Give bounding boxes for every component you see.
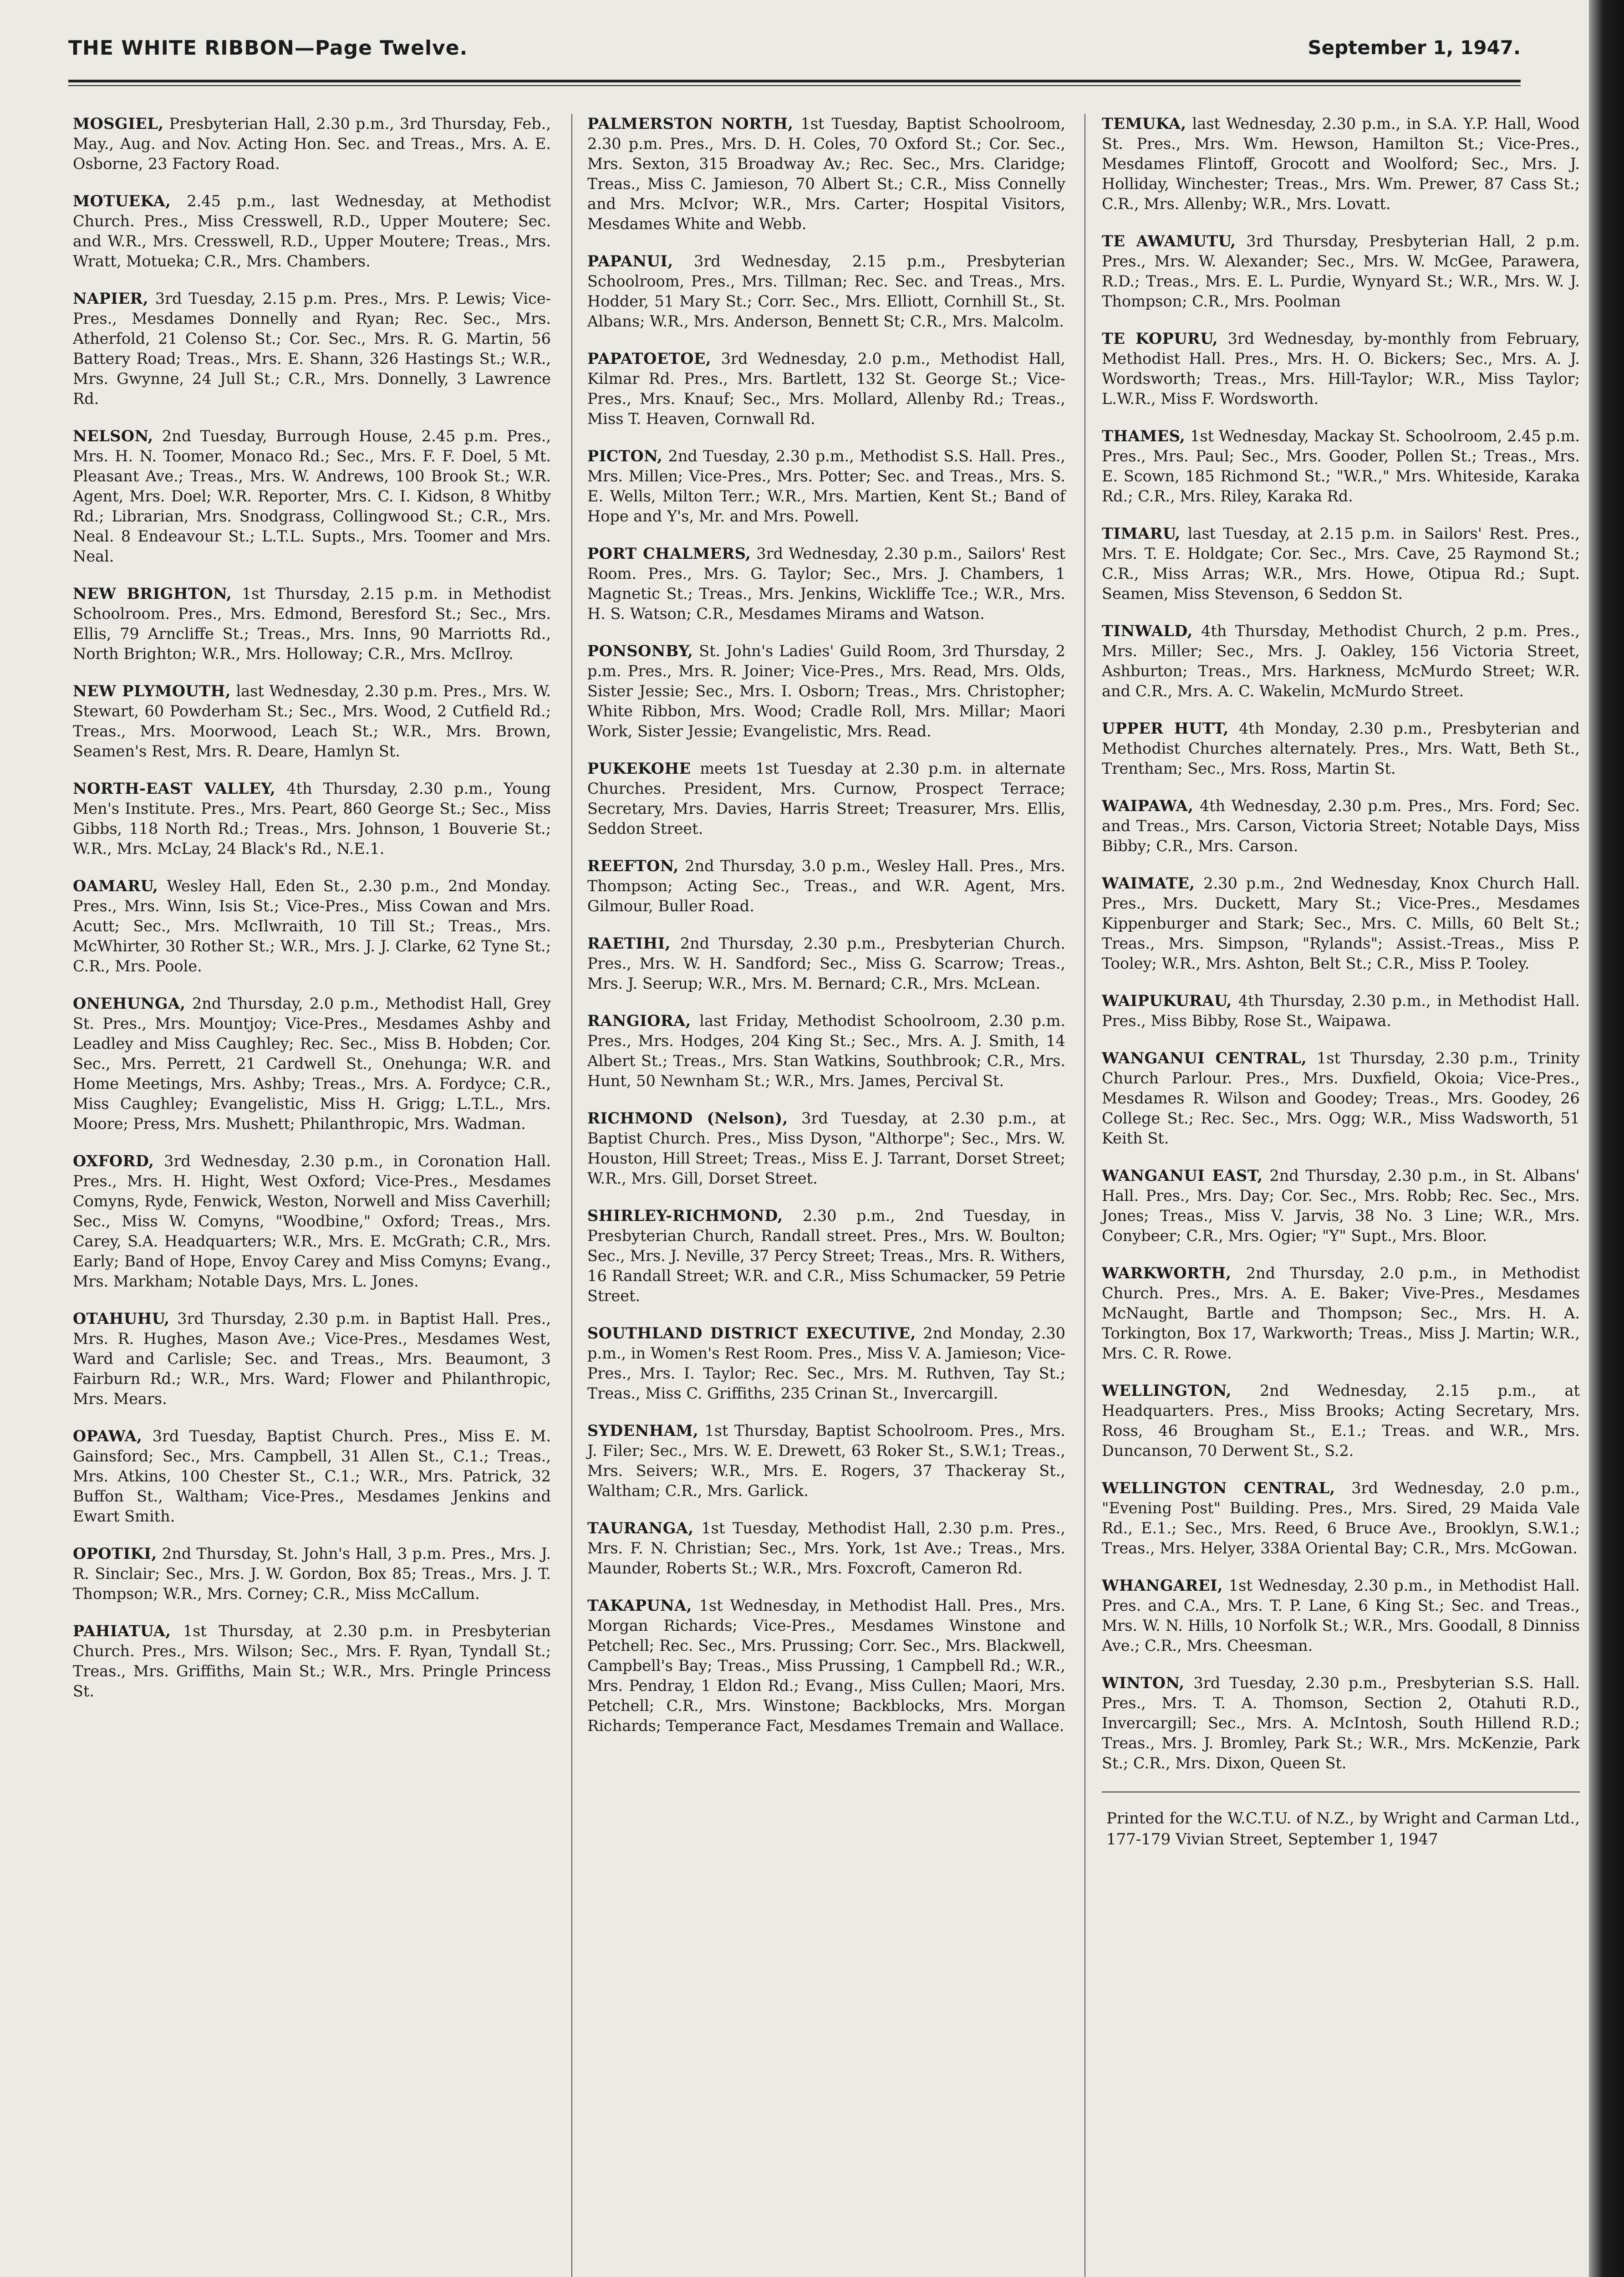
branch-entry [587, 1596, 1065, 1736]
branch-name: WANGANUI EAST, [1102, 1167, 1263, 1184]
branch-details: 4th Thursday, 2.30 p.m., in Methodist Hall. Pres., Miss Bibby, Rose St., Waipawa. [1102, 992, 1580, 1030]
branch-entry [73, 1151, 551, 1292]
branch-name: TINWALD, [1102, 622, 1193, 640]
branch-name: TEMUKA, [1102, 115, 1186, 133]
branch-entry [73, 1426, 551, 1527]
branch-name: WARKWORTH, [1102, 1264, 1232, 1282]
branch-details: 3rd Wednesday, 2.30 p.m., in Coronation Hall. Pres., Mrs. H. Hight, West Oxford; Vice-Pres., Mesdames Comyns, Ryde, Fenwick, Weston, Norwell and Miss Caverhill; Sec., Miss W. Comyns, "Woodbine," Oxford; Treas., Mrs. Carey, S.A. Headquarters; W.R., Mrs. E. McGrath; C.R., Mrs. Early; Band of Hope, Envoy Carey and Miss Comyns; Evang., Mrs. Markham; Notable Days, Mrs. L. Jones. [73, 1152, 551, 1290]
branch-details: 1st Tuesday, Baptist Schoolroom, 2.30 p.m. Pres., Mrs. D. H. Coles, 70 Oxford St.; Cor. Sec., Mrs. Sexton, 315 Broadway Av.; Rec. Sec., Mrs. Claridge; Treas., Miss C. Jamieson, 70 Albert St.; C.R., Miss Connelly and Mrs. McIvor; W.R., Mrs. Carter; Hospital Visitors, Mesdames White and Webb. [587, 115, 1065, 233]
branch-name: WAIPAWA, [1102, 797, 1194, 815]
branch-entry [1102, 621, 1580, 701]
branch-name: THAMES, [1102, 427, 1186, 445]
branch-entry [587, 251, 1065, 332]
branch-entry [73, 1544, 551, 1604]
branch-name: PONSONBY, [587, 642, 693, 660]
column-3 [1102, 114, 1580, 2277]
branch-details: 2nd Thursday, St. John's Hall, 3 p.m. Pres., Mrs. J. R. Sinclair; Sec., Mrs. J. W. Gordon, Box 85; Treas., Mrs. J. T. Thompson; W.R., Mrs. Corney; C.R., Miss McCallum. [73, 1545, 551, 1603]
branch-details: 2nd Thursday, 2.0 p.m., in Methodist Church. Pres., Mrs. A. E. Baker; Vive-Pres., Mesdames McNaught, Bartle and Thompson; Sec., Mrs. H. A. Torkington, Box 17, Warkworth; Treas., Miss J. Martin; W.R., Mrs. C. R. Rowe. [1102, 1264, 1580, 1362]
branch-entry [587, 759, 1065, 839]
branch-name: PALMERSTON NORTH, [587, 115, 794, 133]
branch-entry [1102, 1048, 1580, 1149]
branch-details: 4th Thursday, Methodist Church, 2 p.m. Pres., Mrs. Miller; Sec., Mrs. J. Oakley, 156 Victoria Street, Ashburton; Treas., Mrs. Harkness, McMurdo Street; W.R. and C.R., Mrs. A. C. Wakelin, McMurdo Street. [1102, 622, 1580, 700]
column-1 [73, 114, 551, 2277]
branch-name: SYDENHAM, [587, 1422, 699, 1440]
branch-name: NORTH-EAST VALLEY, [73, 780, 276, 797]
branch-name: MOSGIEL, [73, 115, 164, 133]
page-header [68, 36, 1521, 73]
branch-name: ONEHUNGA, [73, 995, 186, 1012]
branch-entry [1102, 1381, 1580, 1461]
branch-entry [1102, 1673, 1580, 1773]
printer-imprint: Printed for the W.C.T.U. of N.Z., by Wright and Carman Ltd., 177-179 Vivian Street, September 1, 1947 [1106, 1809, 1580, 1848]
branch-entry [73, 1309, 551, 1409]
branch-details: Wesley Hall, Eden St., 2.30 p.m., 2nd Monday. Pres., Mrs. Winn, Isis St.; Vice-Pres., Miss Cowan and Mrs. Acutt; Sec., Mrs. McIlwraith, 10 Till St.; Treas., Mrs. McWhirter, 30 Rother St.; W.R., Mrs. J. J. Clarke, 62 Tyne St.; C.R., Mrs. Poole. [73, 877, 551, 975]
branch-entry [587, 641, 1065, 741]
branch-details: 3rd Wednesday, 2.15 p.m., Presbyterian Schoolroom, Pres., Mrs. Tillman; Rec. Sec. and Treas., Mrs. Hodder, 51 Mary St.; Corr. Sec., Mrs. Elliott, Cornhill St., St. Albans; W.R., Mrs. Anderson, Bennett St; C.R., Mrs. Malcolm. [587, 252, 1065, 330]
branch-entry [587, 1011, 1065, 1091]
branch-name: RICHMOND (Nelson), [587, 1109, 788, 1127]
branch-entry [587, 1518, 1065, 1578]
branch-name: SHIRLEY-RICHMOND, [587, 1207, 783, 1225]
branch-details: 3rd Wednesday, 2.0 p.m., Methodist Hall, Kilmar Rd. Pres., Mrs. Bartlett, 132 St. George St.; Vice-Pres., Mrs. Knauf; Sec., Mrs. Mollard, Allenby Rd.; Treas., Miss T. Heaven, Cornwall Rd. [587, 350, 1065, 428]
branch-name: OTAHUHU, [73, 1310, 170, 1327]
column-2 [587, 114, 1065, 2277]
branch-details: 2nd Tuesday, Burrough House, 2.45 p.m. Pres., Mrs. H. N. Toomer, Monaco Rd.; Sec., Mrs. F. F. Doel, 5 Mt. Pleasant Ave.; Treas., Mrs. W. Andrews, 100 Brook St.; W.R. Agent, Mrs. Doel; W.R. Reporter, Mrs. C. I. Kidson, 8 Whitby Rd.; Librarian, Mrs. Snodgrass, Collingwood St.; C.R., Mrs. Neal. 8 Endeavour St.; L.T.L. Supts., Mrs. Toomer and Mrs. Neal. [73, 427, 551, 565]
branch-details: 1st Wednesday, 2.30 p.m., in Methodist Hall. Pres. and C.A., Mrs. T. P. Lane, 6 King St.; Sec. and Treas., Mrs. W. N. Hills, 10 Norfolk St.; W.R., Mrs. Goodall, 8 Dinniss Ave.; C.R., Mrs. Cheesman. [1102, 1577, 1580, 1654]
branch-entry [73, 1621, 551, 1701]
branch-details: 1st Thursday, 2.30 p.m., Trinity Church Parlour. Pres., Mrs. Duxfield, Okoia; Vice-Pres., Mesdames R. Wilson and Goodey; Treas., Mrs. Goodey, 26 College St.; Rec. Sec., Mrs. Ogg; W.R., Miss Wadsworth, 51 Keith St. [1102, 1049, 1580, 1147]
branch-details: St. John's Ladies' Guild Room, 3rd Thursday, 2 p.m. Pres., Mrs. R. Joiner; Vice-Pres., Mrs. Read, Mrs. Olds, Sister Jessie; Sec., Mrs. I. Osborn; Treas., Mrs. Christopher; White Ribbon, Mrs. Wood; Cradle Roll, Mrs. Millar; Maori Work, Sister Jessie; Evangelistic, Mrs. Read. [587, 642, 1065, 740]
branch-details: 2.30 p.m., 2nd Tuesday, in Presbyterian Church, Randall street. Pres., Mrs. W. Boulton; Sec., Mrs. J. Neville, 37 Percy Street; Treas., Mrs. R. Withers, 16 Randall Street; W.R. and C.R., Miss Schumacker, 59 Petrie Street. [587, 1207, 1065, 1305]
branch-name: TE KOPURU, [1102, 330, 1218, 347]
branch-details: 1st Tuesday, Methodist Hall, 2.30 p.m. Pres., Mrs. F. N. Christian; Sec., Mrs. York, 1st Ave.; Treas., Mrs. Maunder, Roberts St.; W.R., Mrs. Foxcroft, Cameron Rd. [587, 1519, 1065, 1577]
branch-entry [73, 994, 551, 1134]
branch-details: 3rd Wednesday, by-monthly from February, Methodist Hall. Pres., Mrs. H. O. Bickers; Sec., Mrs. A. J. Wordsworth; Treas., Mrs. Hill-Taylor; W.R., Miss Taylor; L.W.R., Miss F. Wordsworth. [1102, 330, 1580, 408]
branch-name: WANGANUI CENTRAL, [1102, 1049, 1307, 1067]
branch-details: 1st Wednesday, in Methodist Hall. Pres., Mrs. Morgan Richards; Vice-Pres., Mesdames Winstone and Petchell; Rec. Sec., Mrs. Prussing; Corr. Sec., Mrs. Blackwell, Campbell's Bay; Treas., Miss Prussing, 1 Campbell Rd.; W.R., Mrs. Pendray, 1 Eldon Rd.; Evang., Miss Cullen; Maori, Mrs. Petchell; C.R., Mrs. Winstone; Backblocks, Mrs. Morgan Richards; Temperance Fact, Mesdames Tremain and Wallace. [587, 1597, 1066, 1735]
branch-details: 2nd Thursday, 2.30 p.m., Presbyterian Church. Pres., Mrs. W. H. Sandford; Sec., Miss G. Scarrow; Treas., Mrs. J. Seerup; W.R., Mrs. M. Bernard; C.R., Mrs. McLean. [587, 934, 1065, 992]
branch-name: OPOTIKI, [73, 1545, 157, 1562]
branch-details: 3rd Tuesday, 2.30 p.m., Presbyterian S.S. Hall. Pres., Mrs. T. A. Thomson, Section 2, Otahuti R.D., Invercargill; Sec., Mrs. A. McIntosh, South Hillend R.D.; Treas., Mrs. J. Bromley, Park St.; W.R., Mrs. McKenzie, Park St.; C.R., Mrs. Dixon, Queen St. [1102, 1674, 1580, 1772]
branch-entry [1102, 329, 1580, 409]
branch-entry [1102, 873, 1580, 974]
branch-details: 3rd Thursday, Presbyterian Hall, 2 p.m. Pres., Mrs. W. Alexander; Sec., Mrs. W. McGee, Parawera, R.D.; Treas., Mrs. E. L. Purdie, Wynyard St.; W.R., Mrs. W. J. Thompson; C.R., Mrs. Poolman [1102, 232, 1580, 310]
branch-entry [1102, 1263, 1580, 1363]
branch-entry [1102, 719, 1580, 779]
column-divider [1084, 114, 1085, 2277]
branch-entry [587, 856, 1065, 916]
branch-name: PAPATOETOE, [587, 350, 712, 368]
branch-name: UPPER HUTT, [1102, 720, 1229, 737]
branch-details: 2nd Wednesday, 2.15 p.m., at Headquarters. Pres., Miss Brooks; Acting Secretary, Mrs. Ross, 46 Brougham St., E.1.; Treas. and W.R., Mrs. Duncanson, 70 Derwent St., S.2. [1102, 1382, 1580, 1460]
branch-name: PAPANUI, [587, 252, 673, 270]
branch-details: meets 1st Tuesday at 2.30 p.m. in alternate Churches. President, Mrs. Curnow, Prospect Terrace; Secretary, Mrs. Davies, Harris Street; Treasurer, Mrs. Ellis, Seddon Street. [587, 760, 1065, 837]
branch-name: OAMARU, [73, 877, 158, 895]
branch-entry [73, 426, 551, 567]
branch-entry [587, 1206, 1065, 1306]
branch-details: Presbyterian Hall, 2.30 p.m., 3rd Thursday, Feb., May., Aug. and Nov. Acting Hon. Sec. and Treas., Mrs. A. E. Osborne, 23 Factory Road. [73, 115, 551, 173]
branch-details: last Wednesday, 2.30 p.m., in S.A. Y.P. Hall, Wood St. Pres., Mrs. Wm. Hewson, Hamilton St.; Vice-Pres., Mesdames Flintoff, Grocott and Woolford; Sec., Mrs. J. Holliday, Winchester; Treas., Mrs. Wm. Prewer, 87 Cass St.; C.R., Mrs. Allenby; W.R., Mrs. Lovatt. [1102, 115, 1580, 213]
branch-name: WAIMATE, [1102, 874, 1195, 892]
branch-details: last Wednesday, 2.30 p.m. Pres., Mrs. W. Stewart, 60 Powderham St.; Sec., Mrs. Wood, 2 Cutfield Rd.; Treas., Mrs. Moorwood, Leach St.; W.R., Mrs. Brown, Seamen's Rest, Mrs. R. Deare, Hamlyn St. [73, 682, 551, 760]
branch-details: 4th Monday, 2.30 p.m., Presbyterian and Methodist Churches alternately. Pres., Mrs. Watt, Beth St., Trentham; Sec., Mrs. Ross, Martin St. [1102, 720, 1580, 777]
branch-name: TAURANGA, [587, 1519, 694, 1537]
branch-details: 2.45 p.m., last Wednesday, at Methodist Church. Pres., Miss Cresswell, R.D., Upper Moutere; Sec. and W.R., Mrs. Cresswell, R.D., Upper Moutere; Treas., Mrs. Wratt, Motueka; C.R., Mrs. Chambers. [73, 192, 551, 270]
branch-name: TE AWAMUTU, [1102, 232, 1236, 250]
branch-name: NEW BRIGHTON, [73, 585, 232, 602]
branch-details: 1st Thursday, 2.15 p.m. in Methodist Schoolroom. Pres., Mrs. Edmond, Beresford St.; Sec., Mrs. Ellis, 79 Arncliffe St.; Treas., Mrs. Inns, 90 Marriotts Rd., North Brighton; W.R., Mrs. Holloway; C.R., Mrs. McIlroy. [73, 585, 551, 663]
branch-entry [73, 681, 551, 761]
branch-entry [1102, 524, 1580, 604]
branch-name: RANGIORA, [587, 1012, 691, 1030]
branch-details: 1st Thursday, at 2.30 p.m. in Presbyterian Church. Pres., Mrs. Wilson; Sec., Mrs. F. Ryan, Tyndall St.; Treas., Mrs. Griffiths, Main St.; W.R., Mrs. Pringle Princess St. [73, 1622, 551, 1700]
branch-name: OPAWA, [73, 1427, 143, 1445]
branch-name: MOTUEKA, [73, 192, 171, 210]
branch-name: TAKAPUNA, [587, 1597, 692, 1614]
branch-details: 3rd Wednesday, 2.30 p.m., Sailors' Rest Room. Pres., Mrs. G. Taylor; Sec., Mrs. J. Chambers, 1 Magnetic St.; Treas., Mrs. Jenkins, Wickliffe Tce.; W.R., Mrs. H. S. Watson; C.R., Mesdames Mirams and Watson. [587, 545, 1065, 623]
branch-details: 3rd Thursday, 2.30 p.m. in Baptist Hall. Pres., Mrs. R. Hughes, Mason Ave.; Vice-Pres., Mesdames West, Ward and Carlisle; Sec. and Treas., Mrs. Beaumont, 3 Fairburn Rd.; W.R., Mrs. Ward; Flower and Philanthropic, Mrs. Mears. [73, 1310, 551, 1408]
masthead-title: THE WHITE RIBBON—Page Twelve. [68, 36, 468, 60]
branch-details: 4th Wednesday, 2.30 p.m. Pres., Mrs. Ford; Sec. and Treas., Mrs. Carson, Victoria Street; Notable Days, Miss Bibby; C.R., Mrs. Carson. [1102, 797, 1580, 855]
branch-entry [1102, 114, 1580, 214]
branch-details: 1st Thursday, Baptist Schoolroom. Pres., Mrs. J. Filer; Sec., Mrs. W. E. Drewett, 63 Roker St., S.W.1; Treas., Mrs. Seivers; W.R., Mrs. E. Rogers, 37 Thackeray St., Waltham; C.R., Mrs. Garlick. [587, 1422, 1065, 1500]
branch-entry [1102, 231, 1580, 311]
header-rule [68, 80, 1521, 86]
branch-entry [73, 191, 551, 271]
branch-name: WAIPUKURAU, [1102, 992, 1232, 1010]
column-divider [571, 114, 572, 2277]
branch-name: REEFTON, [587, 857, 679, 875]
branch-entry [1102, 1576, 1580, 1656]
branch-entry [587, 349, 1065, 429]
branch-details: 2nd Monday, 2.30 p.m., in Women's Rest Room. Pres., Miss V. A. Jamieson; Vice-Pres., Mrs. I. Taylor; Rec. Sec., Mrs. M. Ruthven, Tay St.; Treas., Miss C. Griffiths, 235 Crinan St., Invercargill. [587, 1324, 1065, 1402]
branch-details: last Friday, Methodist Schoolroom, 2.30 p.m. Pres., Mrs. Hodges, 204 King St.; Sec., Mrs. A. J. Smith, 14 Albert St.; Treas., Mrs. Stan Watkins, Southbrook; C.R., Mrs. Hunt, 50 Newnham St.; W.R., Mrs. James, Percival St. [587, 1012, 1065, 1090]
branch-details: 3rd Tuesday, 2.15 p.m. Pres., Mrs. P. Lewis; Vice-Pres., Mesdames Donnelly and Ryan; Rec. Sec., Mrs. Atherfold, 21 Colenso St.; Cor. Sec., Mrs. R. G. Martin, 56 Battery Road; Treas., Mrs. E. Shann, 326 Hastings St.; W.R., Mrs. Gwynne, 24 Jull St.; C.R., Mrs. Donnelly, 3 Lawrence Rd. [73, 290, 551, 408]
branch-entry [587, 1323, 1065, 1404]
branch-entry [73, 114, 551, 174]
branch-name: RAETIHI, [587, 934, 671, 952]
branch-name: WELLINGTON, [1102, 1382, 1232, 1399]
branch-entry [73, 289, 551, 409]
branch-entry [73, 876, 551, 976]
branch-name: PICTON, [587, 447, 663, 465]
branch-name: PAHIATUA, [73, 1622, 171, 1640]
branch-name: PORT CHALMERS, [587, 545, 751, 562]
branch-details: 3rd Tuesday, at 2.30 p.m., at Baptist Church. Pres., Miss Dyson, "Althorpe"; Sec., Mrs. W. Houston, Hill Street; Treas., Miss E. J. Tarrant, Dorset Street; W.R., Mrs. Gill, Dorset Street. [587, 1109, 1065, 1187]
branch-name: TIMARU, [1102, 525, 1181, 542]
branch-entry [587, 1108, 1065, 1189]
branch-name: SOUTHLAND DISTRICT EXECUTIVE, [587, 1324, 916, 1342]
branch-entry [587, 114, 1065, 234]
branch-entry [1102, 1166, 1580, 1246]
branch-entry [587, 1421, 1065, 1501]
branch-entry [73, 584, 551, 664]
branch-entry [73, 779, 551, 859]
branch-entry [1102, 796, 1580, 856]
branch-details: 3rd Tuesday, Baptist Church. Pres., Miss E. M. Gainsford; Sec., Mrs. Campbell, 31 Allen St., C.1.; Treas., Mrs. Atkins, 100 Chester St., C.1.; W.R., Mrs. Patrick, 32 Buffon St., Waltham; Vice-Pres., Mesdames Jenkins and Ewart Smith. [73, 1427, 551, 1525]
branch-details: 1st Wednesday, Mackay St. Schoolroom, 2.45 p.m. Pres., Mrs. Paul; Sec., Mrs. Gooder, Pollen St.; Treas., Mrs. E. Scown, 185 Richmond St.; "W.R.," Mrs. Whiteside, Karaka Rd.; C.R., Mrs. Riley, Karaka Rd. [1102, 427, 1580, 505]
issue-date: September 1, 1947. [1308, 36, 1521, 59]
branch-entry [587, 446, 1065, 526]
branch-details: 2nd Tuesday, 2.30 p.m., Methodist S.S. Hall. Pres., Mrs. Millen; Vice-Pres., Mrs. Potter; Sec. and Treas., Mrs. S. E. Wells, Milton Terr.; W.R., Mrs. Martien, Kent St.; Band of Hope and Y's, Mr. and Mrs. Powell. [587, 447, 1065, 525]
branch-directory [73, 114, 1580, 2277]
branch-details: 4th Thursday, 2.30 p.m., Young Men's Institute. Pres., Mrs. Peart, 860 George St.; Sec., Miss Gibbs, 118 North Rd.; Treas., Mrs. Johnson, 1 Bouverie St.; W.R., Mrs. McLay, 24 Black's Rd., N.E.1. [73, 780, 551, 858]
branch-entry [1102, 1478, 1580, 1558]
branch-name: PUKEKOHE [587, 760, 691, 777]
branch-name: NAPIER, [73, 290, 149, 307]
branch-entry [1102, 426, 1580, 506]
branch-details: 2nd Thursday, 2.30 p.m., in St. Albans' Hall. Pres., Mrs. Day; Cor. Sec., Mrs. Robb; Rec. Sec., Mrs. Jones; Treas., Miss V. Jarvis, 38 No. 3 Line; W.R., Mrs. Conybeer; C.R., Mrs. Ogier; "Y" Supt., Mrs. Bloor. [1102, 1167, 1580, 1245]
branch-entry [587, 544, 1065, 624]
branch-name: WHANGAREI, [1102, 1577, 1223, 1594]
branch-details: 2.30 p.m., 2nd Wednesday, Knox Church Hall. Pres., Mrs. Duckett, Mary St.; Vice-Pres., Mesdames Kippenburger and Stark; Sec., Mrs. C. Mills, 60 Belt St.; Treas., Mrs. Simpson, "Rylands"; Assist.-Treas., Miss P. Tooley; W.R., Mrs. Ashton, Belt St.; C.R., Miss P. Tooley. [1102, 874, 1580, 972]
branch-entry [587, 934, 1065, 994]
branch-details: 2nd Thursday, 3.0 p.m., Wesley Hall. Pres., Mrs. Thompson; Acting Sec., Treas., and W.R. Agent, Mrs. Gilmour, Buller Road. [587, 857, 1065, 915]
branch-name: WELLINGTON CENTRAL, [1102, 1479, 1335, 1497]
branch-details: last Tuesday, at 2.15 p.m. in Sailors' Rest. Pres., Mrs. T. E. Holdgate; Cor. Sec., Mrs. Cave, 25 Raymond St.; C.R., Miss Arras; W.R., Mrs. Howe, Otipua Rd.; Supt. Seamen, Miss Stevenson, 6 Seddon St. [1102, 525, 1580, 602]
branch-entry [1102, 991, 1580, 1031]
branch-name: NELSON, [73, 427, 153, 445]
branch-details: 3rd Wednesday, 2.0 p.m., "Evening Post" Building. Pres., Mrs. Sired, 29 Maida Vale Rd., E.1.; Sec., Mrs. Reed, 6 Bruce Ave., Brooklyn, S.W.1.; Treas., Mrs. Helyer, 338A Oriental Bay; C.R., Mrs. McGowan. [1102, 1479, 1580, 1557]
branch-name: WINTON, [1102, 1674, 1185, 1692]
branch-details: 2nd Thursday, 2.0 p.m., Methodist Hall, Grey St. Pres., Mrs. Mountjoy; Vice-Pres., Mesdames Ashby and Leadley and Miss Caughley; Rec. Sec., Miss B. Hobden; Cor. Sec., Mrs. Perrett, 21 Cardwell St., Onehunga; W.R. and Home Meetings, Mrs. Ashby; Treas., Mrs. A. Fordyce; C.R., Miss Caughley; Evangelistic, Miss H. Grigg; L.T.L., Mrs. Moore; Press, Mrs. Mushett; Philanthropic, Mrs. Wadman. [73, 995, 551, 1133]
branch-name: OXFORD, [73, 1152, 154, 1170]
branch-name: NEW PLYMOUTH, [73, 682, 231, 700]
scan-edge [1589, 0, 1624, 2277]
